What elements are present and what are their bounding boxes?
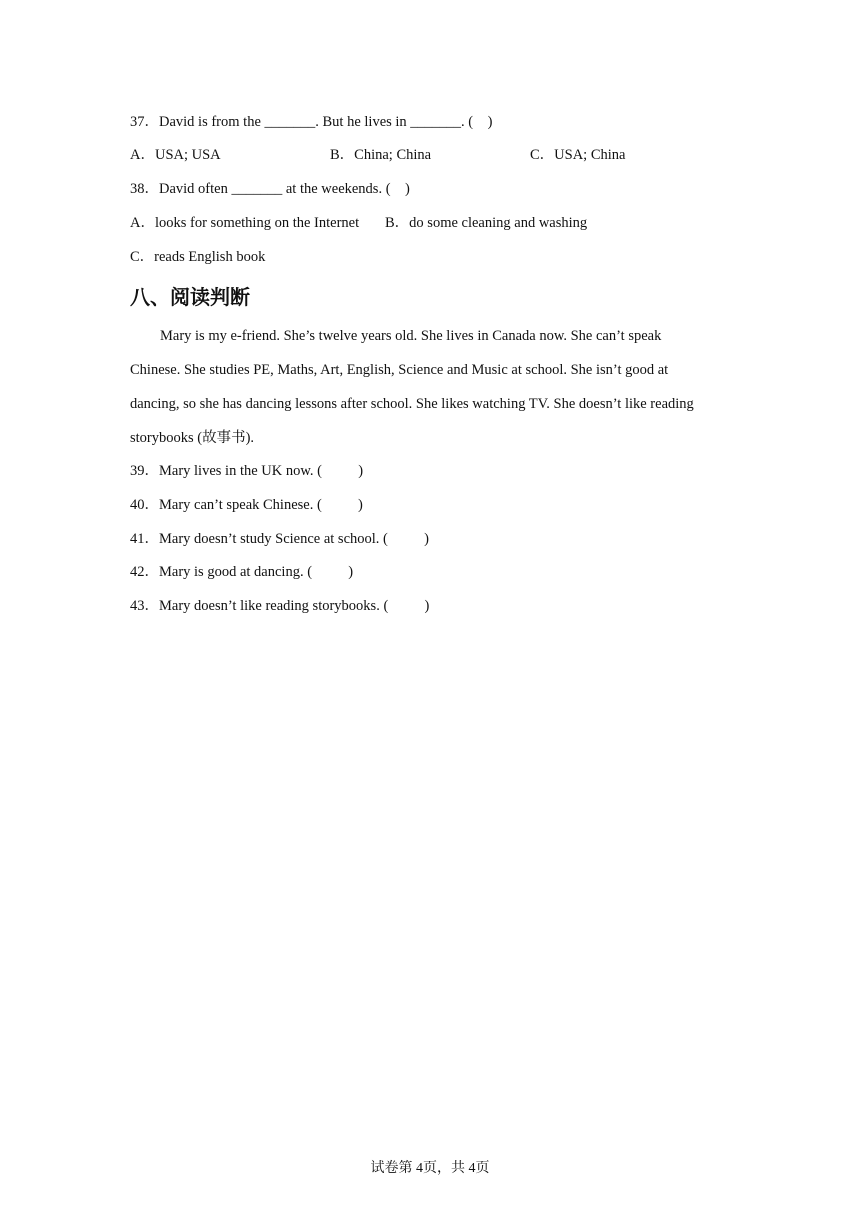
statement-41: 41．Mary doesn’t study Science at school. ( ) (130, 531, 429, 547)
question-38-option-b: B．do some cleaning and washing (385, 215, 588, 231)
passage-line: Chinese. She studies PE, Maths, Art, English, Science and Music at school. She isn’t good at (130, 362, 669, 378)
question-37-option-c: C．USA; China (530, 147, 626, 163)
question-37-option-a: A．USA; USA (130, 147, 221, 163)
question-37-option-b: B．China; China (330, 147, 432, 163)
question-38-option-c: C．reads English book (130, 249, 266, 265)
section-heading: 八、阅读判断 (130, 285, 250, 309)
question-37-stem: 37．David is from the _______. But he lives in _______. ( ) (130, 114, 493, 130)
question-38-option-a: A．looks for something on the Internet (130, 215, 360, 231)
passage-line: dancing, so she has dancing lessons after school. She likes watching TV. She doesn’t like reading (130, 396, 694, 412)
passage-line: Mary is my e-friend. She’s twelve years old. She lives in Canada now. She can’t speak (160, 328, 662, 344)
question-38-stem: 38．David often _______ at the weekends. ( ) (130, 181, 410, 197)
page-footer: 试卷第 4页，共 4页 (370, 1161, 490, 1176)
statement-42: 42．Mary is good at dancing. ( ) (130, 564, 354, 580)
statement-43: 43．Mary doesn’t like reading storybooks. ( ) (130, 598, 430, 614)
statement-39: 39．Mary lives in the UK now. ( ) (130, 463, 364, 479)
passage-line: storybooks (故事书). (130, 430, 255, 446)
statement-40: 40．Mary can’t speak Chinese. ( ) (130, 497, 363, 513)
